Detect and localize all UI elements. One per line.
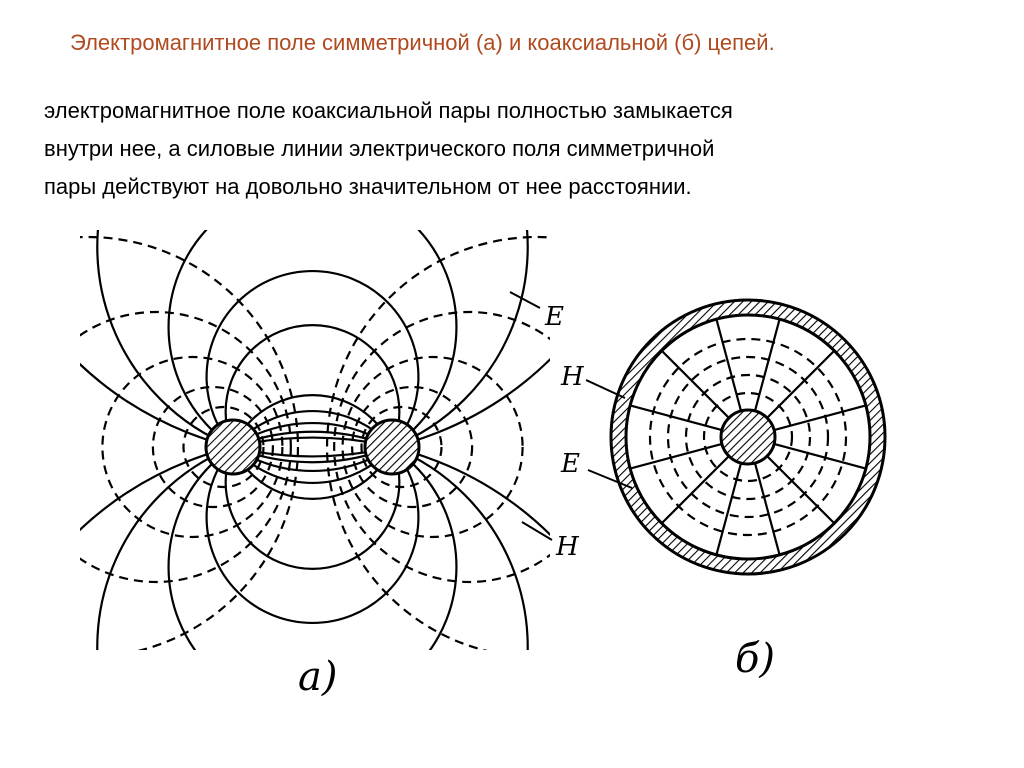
electric-field-line: [0, 0, 652, 456]
slide-title: Электромагнитное поле симметричной (а) и коаксиальной (б) цепей.: [70, 30, 775, 55]
right-conductor: [365, 420, 419, 474]
inner-conductor: [721, 410, 775, 464]
coaxial-pair-diagram: [586, 300, 885, 574]
label-h-b: H: [561, 362, 584, 392]
caption-a: а): [298, 654, 338, 700]
left-conductor: [206, 420, 260, 474]
electric-field-line: [0, 438, 652, 768]
electric-field-line: [97, 32, 527, 462]
label-e-a: E: [545, 302, 564, 332]
electric-field-line: [169, 183, 457, 471]
label-e-b: E: [561, 449, 580, 479]
caption-b: б): [735, 636, 776, 682]
paragraph-line: электромагнитное поле коаксиальной пары полностью замыкается: [44, 98, 733, 123]
paragraph-line: внутри нее, а силовые линии электрического поля симметричной: [44, 136, 715, 161]
paragraph-line: пары действуют на довольно значительном от нее расстоянии.: [44, 174, 692, 199]
label-h-a: H: [556, 532, 579, 562]
